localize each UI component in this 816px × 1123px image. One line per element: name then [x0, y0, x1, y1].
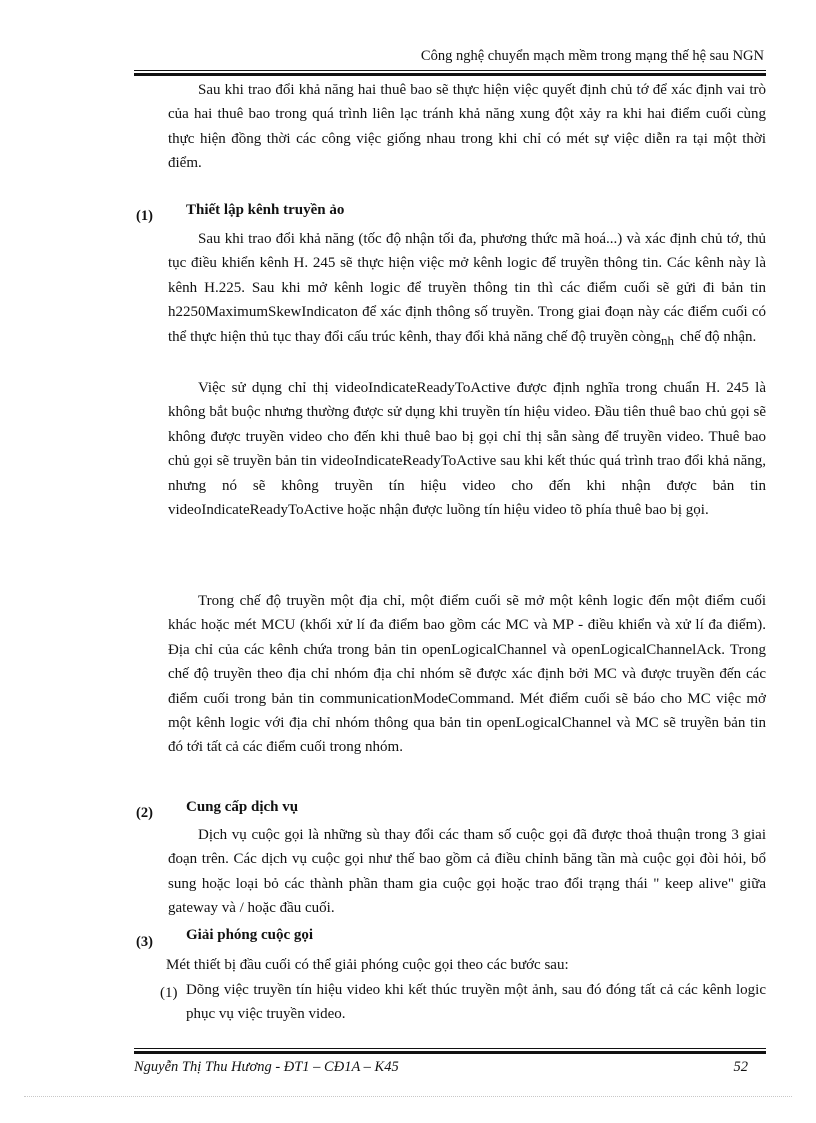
- section1-paragraph-3: Trong chế độ truyền một địa chỉ, một điểm cuối sẽ mở một kênh logic đến một điểm cuối khác hoặc mét MCU (khối xử lí đa điểm bao gồm các MC và MP - điều khiển và xử lí đa điểm). Địa chỉ của các kênh chứa trong bản tin openLogicalChannel và openLogicalChannelAck. Trong chế độ truyền theo địa chỉ nhóm địa chỉ nhóm sẽ được xác định bởi MC và được truyền đến các điểm cuối trong bản tin communicationModeCommand. Mét điểm cuối sẽ báo cho MC việc mở một kênh logic với địa chỉ nhóm thông qua bản tin openLogicalChannel và MC sẽ truyền bản tin đó tới tất cả các điểm cuối trong nhóm.: [168, 593, 766, 756]
- section1-paragraph-1-text: Sau khi trao đổi khả năng (tốc độ nhận tối đa, phương thức mã hoá...) và xác định chủ tớ, thủ tục điều khiển kênh H. 245 sẽ thực hiện việc mở kênh logic để truyền thông tin. Các kênh này là kênh H.225. Sau khi mở kênh logic để truyền thông tin thì các điểm cuối sẽ gửi đi bản tin h2250MaximumSkewIndicaton để xác định thông số truyền. Trong giai đoạn này các điểm cuối có thể thực hiện thủ tục thay đổi cấu trúc kênh, thay đổi khả năng chế độ truyền còng: [168, 231, 766, 345]
- section2-number: (2): [136, 805, 153, 821]
- section1-paragraph-2: Việc sử dụng chỉ thị videoIndicateReadyToActive được định nghĩa trong chuẩn H. 245 là không bắt buộc nhưng thường được sử dụng khi truyền tín hiệu video. Đầu tiên thuê bao chủ gọi sẽ không được truyền video cho đến khi thuê bao bị gọi chỉ thị sẵn sàng để truyền video. Thuê bao chủ gọi sẽ truyền bản tin videoIndicateReadyToActive sau khi kết thúc quá trình trao đổi khả năng, nhưng nó sẽ không truyền tín hiệu video cho đến khi nhận được bản tin videoIndicateReadyToActive hoặc nhận được luồng tín hiệu video tõ phía thuê bao bị gọi.: [168, 380, 766, 519]
- page-number: 52: [733, 1059, 748, 1075]
- section2-paragraph: Dịch vụ cuộc gọi là những sù thay đổi các tham số cuộc gọi đã được thoả thuận trong 3 giai đoạn trên. Các dịch vụ cuộc gọi như thế bao gồm cả điều chỉnh băng tần mà cuộc gọi đòi hỏi, bổ sung hoặc loại bỏ các thành phần tham gia cuộc gọi hoặc trao đổi trạng thái " keep alive" giữa gateway và / hoặc đầu cuối.: [168, 827, 766, 917]
- section3-step1-number: (1): [160, 985, 178, 1001]
- page-bottom-dotted-line: [24, 1096, 792, 1097]
- footer-rule-thick: [134, 1051, 766, 1054]
- section1-paragraph-1-tail: chế độ nhận.: [680, 328, 757, 345]
- section3-heading: Giải phóng cuộc gọi: [186, 927, 314, 943]
- section1-number: (1): [136, 208, 153, 224]
- section3-step1-text: Dõng việc truyền tín hiệu video khi kết thúc truyền một ảnh, sau đó đóng tất cả các kênh logic phục vụ việc truyền video.: [186, 982, 766, 1023]
- section1-paragraph-1: [168, 227, 766, 353]
- section1-paragraph-1-sub: nh: [661, 332, 674, 348]
- footer-author: Nguyễn Thị Thu Hương - ĐT1 – CĐ1A – K45: [134, 1059, 399, 1075]
- footer-rule-thin: [134, 1048, 766, 1049]
- section3-number: (3): [136, 934, 153, 950]
- section2-heading: Cung cấp dịch vụ: [186, 799, 299, 815]
- header-rule-thick: [134, 73, 766, 76]
- section3-intro: Mét thiết bị đầu cuối có thể giải phóng cuộc gọi theo các bước sau:: [166, 957, 569, 973]
- section1-heading: Thiết lập kênh truyền ảo: [186, 202, 345, 218]
- header-rule-thin: [134, 70, 766, 71]
- header-title: Công nghệ chuyển mạch mềm trong mạng thế hệ sau NGN: [420, 48, 764, 64]
- intro-paragraph: Sau khi trao đổi khả năng hai thuê bao sẽ thực hiện việc quyết định chủ tớ để xác định vai trò của hai thuê bao trong quá trình liên lạc tránh khả năng xung đột xảy ra khi hai điểm cuối cùng thực hiện đồng thời các công việc giống nhau trong khi chỉ có mét sự việc diễn ra tại một thời điểm.: [168, 82, 766, 172]
